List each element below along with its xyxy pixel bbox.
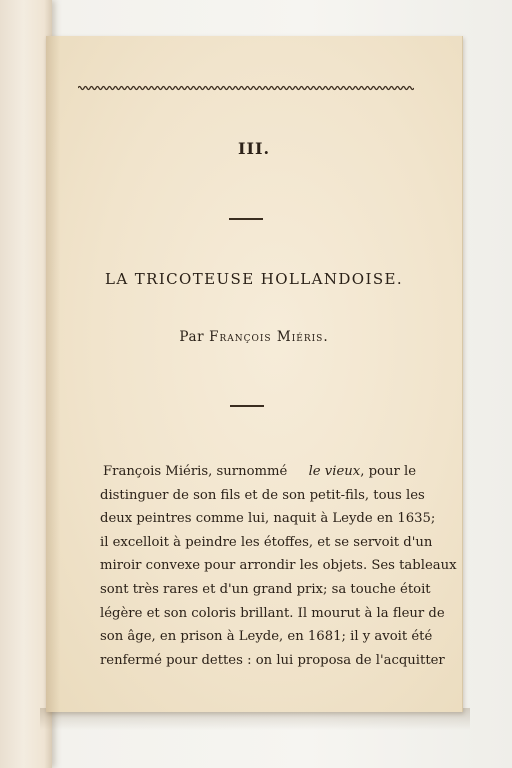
text-line: renfermé pour dettes : on lui proposa de l'acquitter — [100, 652, 445, 668]
text-line: légère et son coloris brillant. Il mourut à la fleur de — [100, 605, 445, 621]
byline-author: François Miéris. — [209, 329, 329, 345]
book-cover-edge — [0, 0, 52, 768]
text-line: il excelloit à peindre les étoffes, et se servoit d'un — [100, 534, 433, 550]
divider-rule — [230, 405, 264, 407]
text-line: deux peintres comme lui, naquit à Leyde en 1635; — [100, 511, 436, 527]
body-paragraph — [100, 460, 457, 672]
divider-rule — [229, 218, 263, 220]
text-line: distinguer de son fils et de son petit-fils, tous les — [100, 487, 425, 503]
book-page — [46, 36, 463, 712]
text-line — [100, 460, 416, 484]
wavy-ornament-rule — [78, 84, 414, 92]
text-segment: François Miéris, surnommé — [103, 464, 288, 479]
chapter-number: III. — [237, 139, 271, 158]
byline-prefix: Par — [179, 329, 205, 345]
italic-phrase: le vieux — [308, 464, 361, 479]
chapter-title: LA TRICOTEUSE HOLLANDOISE. — [104, 270, 404, 288]
text-line: miroir convexe pour arrondir les objets. Ses tableaux — [100, 558, 457, 574]
text-segment: , pour le — [360, 464, 416, 479]
text-line: sont très rares et d'un grand prix; sa touche étoit — [100, 581, 431, 597]
text-line: son âge, en prison à Leyde, en 1681; il y avoit été — [100, 629, 433, 645]
byline — [46, 329, 462, 345]
